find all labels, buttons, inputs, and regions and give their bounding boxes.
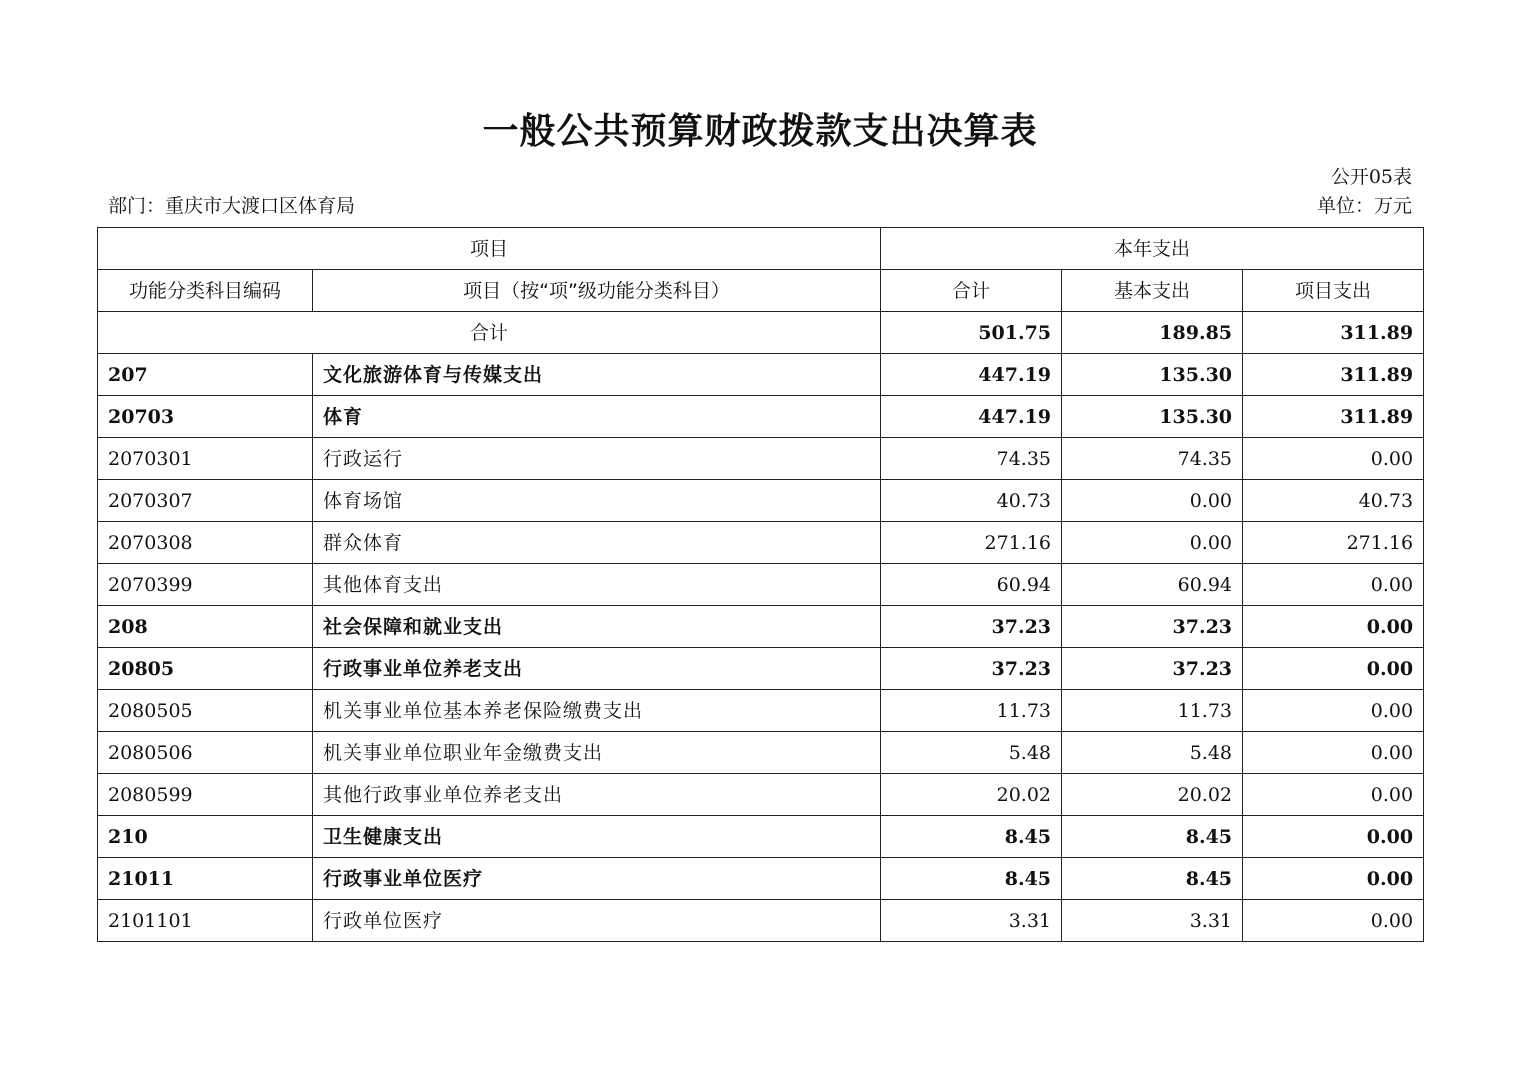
row-program: 311.89 bbox=[1243, 354, 1424, 396]
table-row bbox=[98, 690, 1424, 732]
row-code: 2070308 bbox=[98, 522, 313, 564]
row-code: 210 bbox=[98, 816, 313, 858]
row-code: 2080506 bbox=[98, 732, 313, 774]
header-row-1 bbox=[98, 228, 1424, 270]
row-basic: 8.45 bbox=[1062, 858, 1243, 900]
row-program: 0.00 bbox=[1243, 606, 1424, 648]
row-program: 0.00 bbox=[1243, 648, 1424, 690]
row-basic: 20.02 bbox=[1062, 774, 1243, 816]
row-name: 行政运行 bbox=[313, 438, 881, 480]
table-row bbox=[98, 774, 1424, 816]
row-code: 2080599 bbox=[98, 774, 313, 816]
unit-label: 单位：万元 bbox=[1316, 195, 1412, 217]
row-name: 卫生健康支出 bbox=[313, 816, 881, 858]
row-code: 2080505 bbox=[98, 690, 313, 732]
row-code: 20805 bbox=[98, 648, 313, 690]
row-total: 8.45 bbox=[881, 858, 1062, 900]
row-code: 208 bbox=[98, 606, 313, 648]
row-name: 行政事业单位医疗 bbox=[313, 858, 881, 900]
row-code: 2070399 bbox=[98, 564, 313, 606]
header-row-2 bbox=[98, 270, 1424, 312]
row-program: 0.00 bbox=[1243, 858, 1424, 900]
header-basic: 基本支出 bbox=[1062, 270, 1243, 312]
table-row bbox=[98, 900, 1424, 942]
page-title: 一般公共预算财政拨款支出决算表 bbox=[482, 111, 1038, 152]
row-name: 体育 bbox=[313, 396, 881, 438]
row-program: 271.16 bbox=[1243, 522, 1424, 564]
table-row bbox=[98, 648, 1424, 690]
row-name: 其他行政事业单位养老支出 bbox=[313, 774, 881, 816]
header-name: 项目（按“项”级功能分类科目） bbox=[313, 270, 881, 312]
row-program: 0.00 bbox=[1243, 900, 1424, 942]
table-row bbox=[98, 480, 1424, 522]
table-row bbox=[98, 606, 1424, 648]
row-basic: 37.23 bbox=[1062, 648, 1243, 690]
total-row bbox=[98, 312, 1424, 354]
row-name: 行政事业单位养老支出 bbox=[313, 648, 881, 690]
row-total: 20.02 bbox=[881, 774, 1062, 816]
row-basic: 135.30 bbox=[1062, 354, 1243, 396]
row-total: 37.23 bbox=[881, 648, 1062, 690]
row-name: 体育场馆 bbox=[313, 480, 881, 522]
total-total: 501.75 bbox=[881, 312, 1062, 354]
row-basic: 74.35 bbox=[1062, 438, 1243, 480]
row-basic: 3.31 bbox=[1062, 900, 1243, 942]
total-program: 311.89 bbox=[1243, 312, 1424, 354]
table-row bbox=[98, 354, 1424, 396]
row-name: 其他体育支出 bbox=[313, 564, 881, 606]
table-row bbox=[98, 564, 1424, 606]
row-total: 447.19 bbox=[881, 354, 1062, 396]
row-basic: 37.23 bbox=[1062, 606, 1243, 648]
row-total: 40.73 bbox=[881, 480, 1062, 522]
row-program: 0.00 bbox=[1243, 438, 1424, 480]
row-program: 0.00 bbox=[1243, 732, 1424, 774]
row-total: 8.45 bbox=[881, 816, 1062, 858]
table-row bbox=[98, 396, 1424, 438]
row-basic: 11.73 bbox=[1062, 690, 1243, 732]
row-program: 0.00 bbox=[1243, 774, 1424, 816]
row-code: 2101101 bbox=[98, 900, 313, 942]
row-program: 0.00 bbox=[1243, 816, 1424, 858]
row-basic: 0.00 bbox=[1062, 480, 1243, 522]
total-label: 合计 bbox=[98, 312, 881, 354]
row-total: 447.19 bbox=[881, 396, 1062, 438]
row-total: 3.31 bbox=[881, 900, 1062, 942]
header-current-year: 本年支出 bbox=[881, 228, 1424, 270]
row-program: 40.73 bbox=[1243, 480, 1424, 522]
row-name: 文化旅游体育与传媒支出 bbox=[313, 354, 881, 396]
row-total: 11.73 bbox=[881, 690, 1062, 732]
row-name: 行政单位医疗 bbox=[313, 900, 881, 942]
row-program: 311.89 bbox=[1243, 396, 1424, 438]
table-row bbox=[98, 438, 1424, 480]
row-code: 21011 bbox=[98, 858, 313, 900]
table-row bbox=[98, 732, 1424, 774]
header-code: 功能分类科目编码 bbox=[98, 270, 313, 312]
row-name: 群众体育 bbox=[313, 522, 881, 564]
header-total: 合计 bbox=[881, 270, 1062, 312]
row-total: 74.35 bbox=[881, 438, 1062, 480]
row-name: 社会保障和就业支出 bbox=[313, 606, 881, 648]
row-code: 20703 bbox=[98, 396, 313, 438]
row-basic: 5.48 bbox=[1062, 732, 1243, 774]
header-program: 项目支出 bbox=[1243, 270, 1424, 312]
row-total: 271.16 bbox=[881, 522, 1062, 564]
department-label: 部门：重庆市大渡口区体育局 bbox=[108, 195, 356, 217]
row-basic: 135.30 bbox=[1062, 396, 1243, 438]
budget-table-body bbox=[98, 228, 1424, 942]
row-code: 2070301 bbox=[98, 438, 313, 480]
header-project: 项目 bbox=[98, 228, 881, 270]
row-basic: 0.00 bbox=[1062, 522, 1243, 564]
table-row bbox=[98, 522, 1424, 564]
row-code: 207 bbox=[98, 354, 313, 396]
total-basic: 189.85 bbox=[1062, 312, 1243, 354]
row-program: 0.00 bbox=[1243, 690, 1424, 732]
row-basic: 60.94 bbox=[1062, 564, 1243, 606]
row-name: 机关事业单位职业年金缴费支出 bbox=[313, 732, 881, 774]
table-row bbox=[98, 858, 1424, 900]
row-program: 0.00 bbox=[1243, 564, 1424, 606]
row-total: 37.23 bbox=[881, 606, 1062, 648]
budget-table bbox=[97, 227, 1424, 942]
row-basic: 8.45 bbox=[1062, 816, 1243, 858]
row-code: 2070307 bbox=[98, 480, 313, 522]
row-total: 5.48 bbox=[881, 732, 1062, 774]
table-number: 公开05表 bbox=[1330, 166, 1412, 188]
row-name: 机关事业单位基本养老保险缴费支出 bbox=[313, 690, 881, 732]
row-total: 60.94 bbox=[881, 564, 1062, 606]
table-row bbox=[98, 816, 1424, 858]
